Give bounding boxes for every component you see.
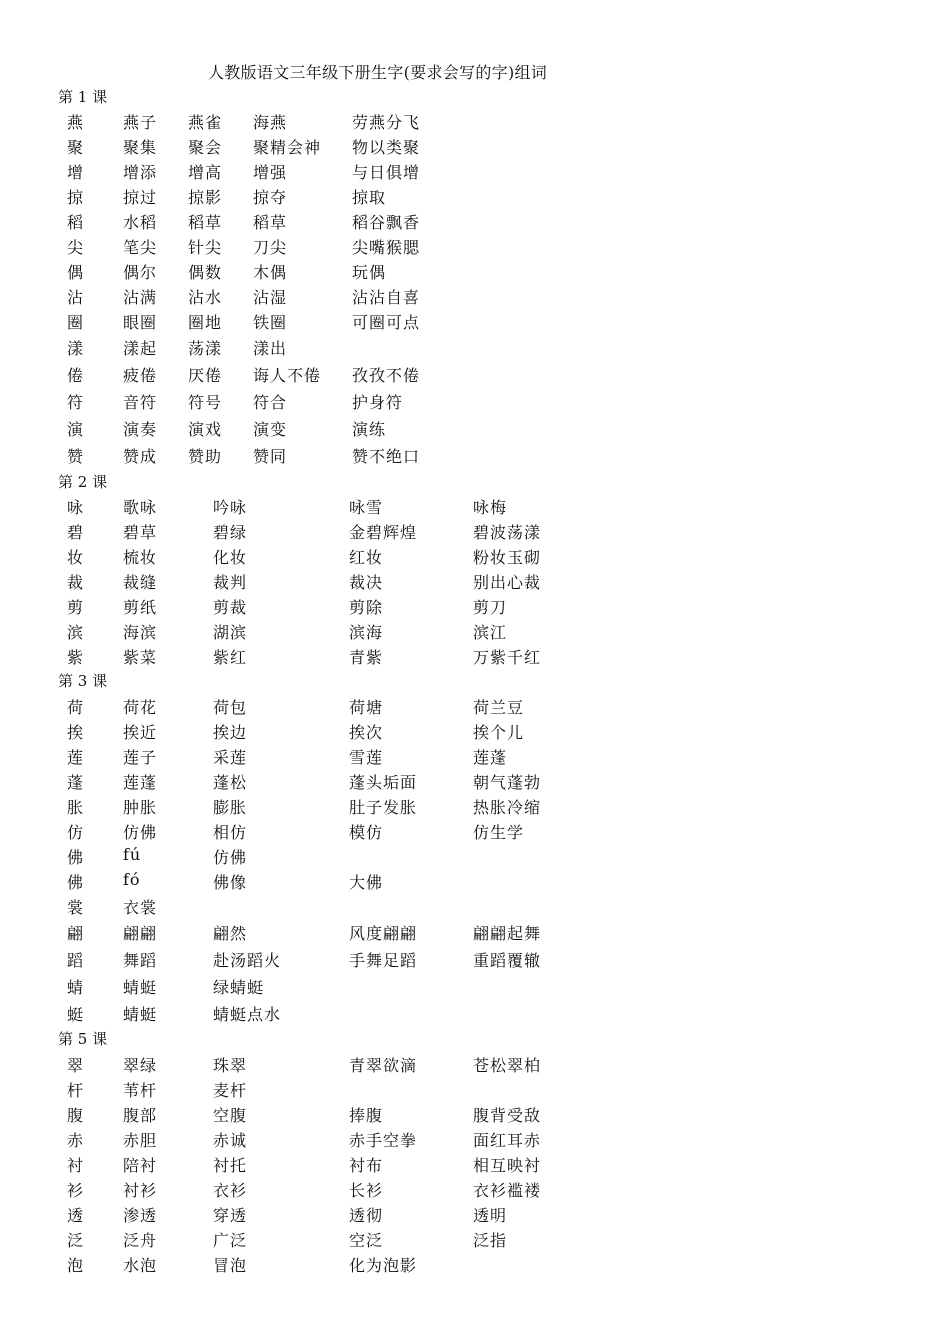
word: 莲蓬 <box>123 773 158 792</box>
word: 沾湿 <box>253 288 288 307</box>
character: 偶 <box>67 263 85 282</box>
character-row <box>0 745 950 769</box>
word: 玩偶 <box>352 263 387 282</box>
character-row <box>0 1253 950 1277</box>
character: 漾 <box>67 339 85 358</box>
word: 滨江 <box>473 623 508 642</box>
character-row <box>0 310 950 334</box>
word: 相仿 <box>213 823 248 842</box>
word: 蓬头垢面 <box>349 773 418 792</box>
word: 符号 <box>188 393 223 412</box>
character: 挨 <box>67 723 85 742</box>
word: 漾起 <box>123 339 158 358</box>
word: 碧绿 <box>213 523 248 542</box>
document-title: 人教版语文三年级下册生字(要求会写的字)组词 <box>208 63 548 82</box>
character: 仿 <box>67 823 85 842</box>
character: 蓬 <box>67 773 85 792</box>
word: 物以类聚 <box>352 138 421 157</box>
word: 苍松翠柏 <box>473 1056 542 1075</box>
character-row <box>0 444 950 468</box>
character: 滨 <box>67 623 85 642</box>
word: 苇杆 <box>123 1081 158 1100</box>
character: 圈 <box>67 313 85 332</box>
word: 湖滨 <box>213 623 248 642</box>
word: 水泡 <box>123 1256 158 1275</box>
word: 刀尖 <box>253 238 288 257</box>
word: 吟咏 <box>213 498 248 517</box>
character-row <box>0 390 950 414</box>
word: 衬衫 <box>123 1181 158 1200</box>
character-row <box>0 620 950 644</box>
word: 莲蓬 <box>473 748 508 767</box>
character: 佛 <box>67 873 85 892</box>
word: 仿生学 <box>473 823 525 842</box>
character-row <box>0 260 950 284</box>
character: 掠 <box>67 188 85 207</box>
word: 蜻蜓点水 <box>213 1005 282 1024</box>
character: 尖 <box>67 238 85 257</box>
word: 空泛 <box>349 1231 384 1250</box>
character: 翠 <box>67 1056 85 1075</box>
word: 肿胀 <box>123 798 158 817</box>
character: 衫 <box>67 1181 85 1200</box>
word: 稻草 <box>253 213 288 232</box>
word: 透彻 <box>349 1206 384 1225</box>
word: 海滨 <box>123 623 158 642</box>
word: 符合 <box>253 393 288 412</box>
word: 穿透 <box>213 1206 248 1225</box>
word: 蜻蜓 <box>123 1005 158 1024</box>
character-row <box>0 645 950 669</box>
word: 针尖 <box>188 238 223 257</box>
word: 万紫千红 <box>473 648 542 667</box>
character: 燕 <box>67 113 85 132</box>
character-row <box>0 336 950 360</box>
word: 演变 <box>253 420 288 439</box>
word: 热胀冷缩 <box>473 798 542 817</box>
word: 歌咏 <box>123 498 158 517</box>
word: 莲子 <box>123 748 158 767</box>
character-row <box>0 110 950 134</box>
word: 赞助 <box>188 447 223 466</box>
character-row <box>0 1103 950 1127</box>
word: 荷塘 <box>349 698 384 717</box>
word: 荡漾 <box>188 339 223 358</box>
character-row <box>0 417 950 441</box>
character-row <box>0 895 950 919</box>
character: 符 <box>67 393 85 412</box>
word: 麦杆 <box>213 1081 248 1100</box>
character: 腹 <box>67 1106 85 1125</box>
character-row <box>0 795 950 819</box>
word: 咏雪 <box>349 498 384 517</box>
word: 碧波荡漾 <box>473 523 542 542</box>
word: 笔尖 <box>123 238 158 257</box>
word: 掠取 <box>352 188 387 207</box>
character: 胀 <box>67 798 85 817</box>
character: 荷 <box>67 698 85 717</box>
character-row <box>0 495 950 519</box>
character: 裳 <box>67 898 85 917</box>
character-row <box>0 1053 950 1077</box>
word: 舞蹈 <box>123 951 158 970</box>
word: 赞成 <box>123 447 158 466</box>
character: 增 <box>67 163 85 182</box>
character-row <box>0 160 950 184</box>
character: 稻 <box>67 213 85 232</box>
character: 咏 <box>67 498 85 517</box>
word: 紫菜 <box>123 648 158 667</box>
word: 挨近 <box>123 723 158 742</box>
word: 面红耳赤 <box>473 1131 542 1150</box>
word: 水稻 <box>123 213 158 232</box>
word: 偶尔 <box>123 263 158 282</box>
word: 燕子 <box>123 113 158 132</box>
word: 肚子发胀 <box>349 798 418 817</box>
character: 妆 <box>67 548 85 567</box>
word: 手舞足蹈 <box>349 951 418 970</box>
word: 演戏 <box>188 420 223 439</box>
word: 衬布 <box>349 1156 384 1175</box>
word: 漾出 <box>253 339 288 358</box>
word: 沾满 <box>123 288 158 307</box>
word: 赤手空拳 <box>349 1131 418 1150</box>
word: 剪除 <box>349 598 384 617</box>
character: 泛 <box>67 1231 85 1250</box>
word: 别出心裁 <box>473 573 542 592</box>
word: 增添 <box>123 163 158 182</box>
character: 佛 <box>67 848 85 867</box>
character-row <box>0 1178 950 1202</box>
word: 紫红 <box>213 648 248 667</box>
character-row <box>0 770 950 794</box>
character: 演 <box>67 420 85 439</box>
character-row <box>0 948 950 972</box>
character-row <box>0 135 950 159</box>
word: 掠过 <box>123 188 158 207</box>
word: fú <box>123 845 142 864</box>
word: 海燕 <box>253 113 288 132</box>
word: 滨海 <box>349 623 384 642</box>
word: 剪裁 <box>213 598 248 617</box>
character: 裁 <box>67 573 85 592</box>
word: 赞不绝口 <box>352 447 421 466</box>
word: 捧腹 <box>349 1106 384 1125</box>
word: 沾水 <box>188 288 223 307</box>
character: 泡 <box>67 1256 85 1275</box>
word: 仿佛 <box>213 848 248 867</box>
character-row <box>0 720 950 744</box>
word: 剪刀 <box>473 598 508 617</box>
character-row <box>0 845 950 869</box>
word: 劳燕分飞 <box>352 113 421 132</box>
word: 尖嘴猴腮 <box>352 238 421 257</box>
word: 冒泡 <box>213 1256 248 1275</box>
character-row <box>0 520 950 544</box>
character-row <box>0 285 950 309</box>
word: 腹背受敌 <box>473 1106 542 1125</box>
word: 翠绿 <box>123 1056 158 1075</box>
character: 蜻 <box>67 978 85 997</box>
character-row <box>0 1203 950 1227</box>
word: 采莲 <box>213 748 248 767</box>
word: 大佛 <box>349 873 384 892</box>
word: 金碧辉煌 <box>349 523 418 542</box>
lesson-heading: 第 5 课 <box>58 1030 108 1048</box>
character: 聚 <box>67 138 85 157</box>
character-row <box>0 820 950 844</box>
word: 渗透 <box>123 1206 158 1225</box>
word: 挨次 <box>349 723 384 742</box>
lesson-heading: 第 3 课 <box>58 672 108 690</box>
character-row <box>0 1078 950 1102</box>
word: 圈地 <box>188 313 223 332</box>
word: 稻草 <box>188 213 223 232</box>
word: 可圈可点 <box>352 313 421 332</box>
character: 赞 <box>67 447 85 466</box>
character-row <box>0 545 950 569</box>
word: 衣衫 <box>213 1181 248 1200</box>
word: 挨个儿 <box>473 723 525 742</box>
word: 增强 <box>253 163 288 182</box>
word: 赞同 <box>253 447 288 466</box>
character: 倦 <box>67 366 85 385</box>
word: 粉妆玉砌 <box>473 548 542 567</box>
character-row <box>0 363 950 387</box>
character-row <box>0 870 950 894</box>
word: 碧草 <box>123 523 158 542</box>
word: 赤诚 <box>213 1131 248 1150</box>
word: 腹部 <box>123 1106 158 1125</box>
character: 蜓 <box>67 1005 85 1024</box>
character: 沾 <box>67 288 85 307</box>
word: 咏梅 <box>473 498 508 517</box>
word: 护身符 <box>352 393 404 412</box>
character-row <box>0 1153 950 1177</box>
character: 杆 <box>67 1081 85 1100</box>
word: 翩然 <box>213 924 248 943</box>
character: 衬 <box>67 1156 85 1175</box>
character: 紫 <box>67 648 85 667</box>
character-row <box>0 975 950 999</box>
word: 衣衫褴褛 <box>473 1181 542 1200</box>
word: 荷兰豆 <box>473 698 525 717</box>
word: 红妆 <box>349 548 384 567</box>
word: 化妆 <box>213 548 248 567</box>
word: 雪莲 <box>349 748 384 767</box>
character-row <box>0 185 950 209</box>
character: 蹈 <box>67 951 85 970</box>
word: 衣裳 <box>123 898 158 917</box>
character-row <box>0 1002 950 1026</box>
character: 翩 <box>67 924 85 943</box>
word: 仿佛 <box>123 823 158 842</box>
word: 膨胀 <box>213 798 248 817</box>
word: 诲人不倦 <box>253 366 322 385</box>
word: 聚会 <box>188 138 223 157</box>
word: 佛像 <box>213 873 248 892</box>
word: 演奏 <box>123 420 158 439</box>
word: 厌倦 <box>188 366 223 385</box>
word: 泛舟 <box>123 1231 158 1250</box>
word: 赤胆 <box>123 1131 158 1150</box>
word: 蓬松 <box>213 773 248 792</box>
word: 梳妆 <box>123 548 158 567</box>
lesson-heading: 第 1 课 <box>58 88 108 106</box>
character: 剪 <box>67 598 85 617</box>
word: 铁圈 <box>253 313 288 332</box>
word: 青紫 <box>349 648 384 667</box>
word: 燕雀 <box>188 113 223 132</box>
word: 聚精会神 <box>253 138 322 157</box>
character: 莲 <box>67 748 85 767</box>
character-row <box>0 235 950 259</box>
word: 空腹 <box>213 1106 248 1125</box>
word: 裁决 <box>349 573 384 592</box>
word: 稻谷飘香 <box>352 213 421 232</box>
word: 风度翩翩 <box>349 924 418 943</box>
word: fó <box>123 870 141 889</box>
word: 聚集 <box>123 138 158 157</box>
word: 透明 <box>473 1206 508 1225</box>
character-row <box>0 570 950 594</box>
character-row <box>0 595 950 619</box>
word: 赴汤蹈火 <box>213 951 282 970</box>
character-row <box>0 1128 950 1152</box>
word: 与日俱增 <box>352 163 421 182</box>
word: 眼圈 <box>123 313 158 332</box>
character: 透 <box>67 1206 85 1225</box>
word: 掠影 <box>188 188 223 207</box>
word: 相互映衬 <box>473 1156 542 1175</box>
word: 孜孜不倦 <box>352 366 421 385</box>
word: 衬托 <box>213 1156 248 1175</box>
character-row <box>0 1228 950 1252</box>
word: 长衫 <box>349 1181 384 1200</box>
word: 珠翠 <box>213 1056 248 1075</box>
word: 朝气蓬勃 <box>473 773 542 792</box>
word: 挨边 <box>213 723 248 742</box>
word: 荷包 <box>213 698 248 717</box>
word: 重蹈覆辙 <box>473 951 542 970</box>
word: 演练 <box>352 420 387 439</box>
word: 青翠欲滴 <box>349 1056 418 1075</box>
word: 陪衬 <box>123 1156 158 1175</box>
word: 偶数 <box>188 263 223 282</box>
word: 广泛 <box>213 1231 248 1250</box>
word: 绿蜻蜓 <box>213 978 265 997</box>
word: 木偶 <box>253 263 288 282</box>
character-row <box>0 695 950 719</box>
word: 翩翩起舞 <box>473 924 542 943</box>
word: 沾沾自喜 <box>352 288 421 307</box>
word: 剪纸 <box>123 598 158 617</box>
word: 翩翩 <box>123 924 158 943</box>
word: 疲倦 <box>123 366 158 385</box>
word: 掠夺 <box>253 188 288 207</box>
character-row <box>0 921 950 945</box>
word: 化为泡影 <box>349 1256 418 1275</box>
lesson-heading: 第 2 课 <box>58 473 108 491</box>
word: 泛指 <box>473 1231 508 1250</box>
word: 模仿 <box>349 823 384 842</box>
character: 碧 <box>67 523 85 542</box>
character-row <box>0 210 950 234</box>
word: 增高 <box>188 163 223 182</box>
word: 音符 <box>123 393 158 412</box>
word: 荷花 <box>123 698 158 717</box>
character: 赤 <box>67 1131 85 1150</box>
word: 裁缝 <box>123 573 158 592</box>
word: 蜻蜓 <box>123 978 158 997</box>
word: 裁判 <box>213 573 248 592</box>
